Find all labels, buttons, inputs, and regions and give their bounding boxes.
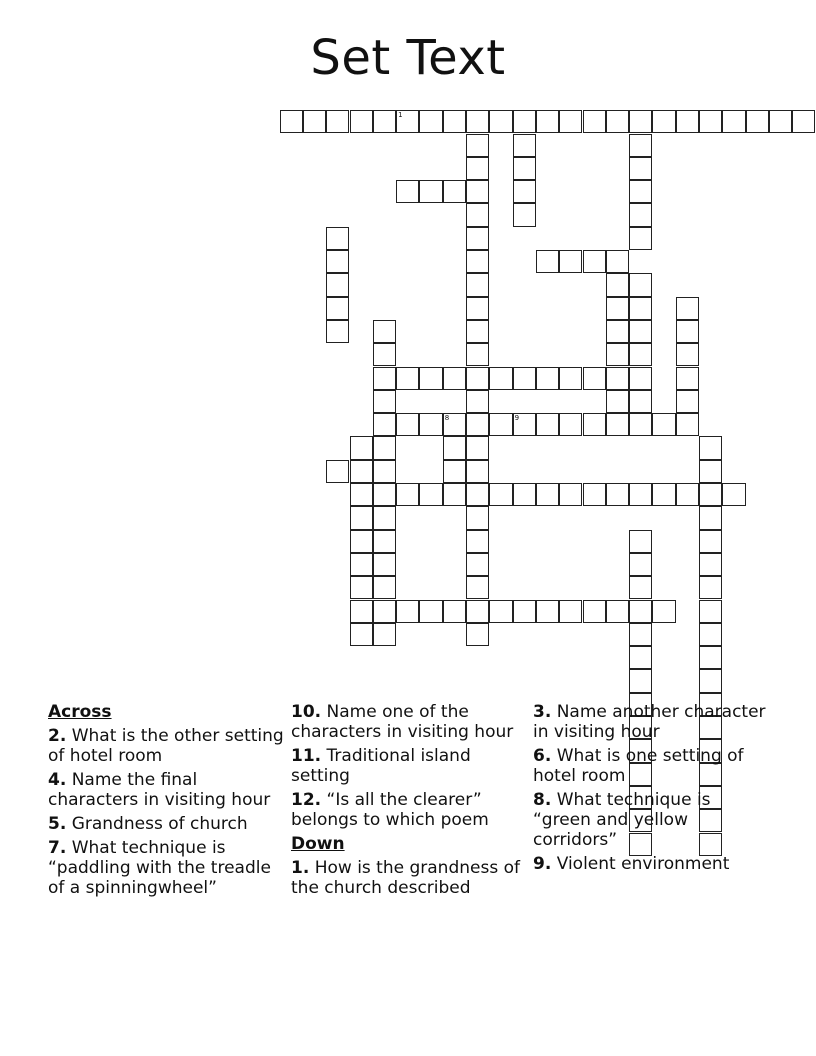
crossword-cell[interactable] <box>466 110 489 133</box>
crossword-cell[interactable] <box>373 320 396 343</box>
crossword-cell[interactable] <box>396 180 419 203</box>
crossword-cell[interactable] <box>350 460 373 483</box>
crossword-cell[interactable] <box>466 436 489 459</box>
crossword-cell[interactable] <box>373 506 396 529</box>
crossword-cell[interactable] <box>513 413 536 436</box>
across-header: Across <box>48 702 112 722</box>
crossword-cell[interactable] <box>373 413 396 436</box>
crossword-cell[interactable] <box>466 180 489 203</box>
crossword-cell[interactable] <box>373 600 396 623</box>
crossword-cell[interactable] <box>629 273 652 296</box>
crossword-cell[interactable] <box>373 576 396 599</box>
crossword-cell[interactable] <box>443 180 466 203</box>
crossword-cell[interactable] <box>443 413 466 436</box>
page-title: Set Text <box>310 30 506 86</box>
crossword-cell[interactable] <box>443 367 466 390</box>
clue-text: What technique is “paddling with the treadle of a spinningwheel” <box>48 838 271 898</box>
crossword-cell[interactable] <box>606 413 629 436</box>
clue-across-11 <box>291 746 527 786</box>
crossword-cell[interactable] <box>629 320 652 343</box>
crossword-cell[interactable] <box>536 367 559 390</box>
crossword-cell[interactable] <box>606 343 629 366</box>
clue-number: 9. <box>533 854 552 874</box>
crossword-cell[interactable] <box>419 367 442 390</box>
crossword-cell[interactable] <box>513 367 536 390</box>
clue-text: What is one setting of hotel room <box>533 746 744 786</box>
clue-number: 6. <box>533 746 552 766</box>
crossword-cell[interactable] <box>326 250 349 273</box>
crossword-cell[interactable] <box>699 483 722 506</box>
crossword-cell[interactable] <box>722 483 745 506</box>
crossword-cell[interactable] <box>583 413 606 436</box>
crossword-cell[interactable] <box>606 250 629 273</box>
crossword-cell[interactable] <box>629 297 652 320</box>
crossword-cell[interactable] <box>466 157 489 180</box>
crossword-cell[interactable] <box>466 250 489 273</box>
crossword-cell[interactable] <box>629 623 652 646</box>
crossword-cell[interactable] <box>652 413 675 436</box>
crossword-cell[interactable] <box>373 390 396 413</box>
crossword-cell[interactable] <box>676 367 699 390</box>
crossword-cell[interactable] <box>559 250 582 273</box>
clue-number: 8. <box>533 790 552 810</box>
crossword-cell[interactable] <box>629 646 652 669</box>
crossword-cell[interactable] <box>676 320 699 343</box>
crossword-cell[interactable] <box>489 600 512 623</box>
clue-across-7 <box>48 838 284 898</box>
crossword-cell[interactable] <box>466 600 489 623</box>
crossword-cell[interactable] <box>466 227 489 250</box>
crossword-cell[interactable] <box>629 553 652 576</box>
cell-number: 8 <box>444 414 450 423</box>
clue-number: 12. <box>291 790 322 810</box>
crossword-cell[interactable] <box>373 110 396 133</box>
crossword-cell[interactable] <box>583 250 606 273</box>
crossword-cell[interactable] <box>652 483 675 506</box>
crossword-cell[interactable] <box>606 320 629 343</box>
crossword-cell[interactable] <box>350 576 373 599</box>
crossword-cell[interactable] <box>489 483 512 506</box>
crossword-cell[interactable] <box>350 623 373 646</box>
crossword-cell[interactable] <box>443 600 466 623</box>
clue-text: Name another character in visiting hour <box>533 702 766 742</box>
clue-text: What is the other setting of hotel room <box>48 726 284 766</box>
clues-column-1 <box>48 702 284 902</box>
crossword-cell[interactable] <box>466 297 489 320</box>
crossword-cell[interactable] <box>466 320 489 343</box>
crossword-cell[interactable] <box>792 110 815 133</box>
clue-text: Traditional island setting <box>291 746 471 786</box>
crossword-cell[interactable] <box>699 110 722 133</box>
crossword-cell[interactable] <box>443 110 466 133</box>
clue-text: “Is all the clearer” belongs to which poem <box>291 790 489 830</box>
crossword-cell[interactable] <box>699 646 722 669</box>
clue-across-4 <box>48 770 284 810</box>
clues-column-2 <box>291 702 527 902</box>
crossword-cell[interactable] <box>350 110 373 133</box>
crossword-cell[interactable] <box>629 669 652 692</box>
crossword-cell[interactable] <box>373 553 396 576</box>
down-header: Down <box>291 834 345 854</box>
crossword-cell[interactable] <box>373 530 396 553</box>
crossword-cell[interactable] <box>466 553 489 576</box>
crossword-cell[interactable] <box>676 297 699 320</box>
crossword-cell[interactable] <box>466 273 489 296</box>
crossword-cell[interactable] <box>606 390 629 413</box>
crossword-cell[interactable] <box>373 343 396 366</box>
crossword-cell[interactable] <box>676 483 699 506</box>
crossword-cell[interactable] <box>513 134 536 157</box>
crossword-cell[interactable] <box>559 110 582 133</box>
crossword-cell[interactable] <box>326 297 349 320</box>
crossword-cell[interactable] <box>699 506 722 529</box>
crossword-cell[interactable] <box>326 110 349 133</box>
crossword-cell[interactable] <box>489 110 512 133</box>
crossword-cell[interactable] <box>373 623 396 646</box>
crossword-cell[interactable] <box>536 483 559 506</box>
clue-number: 7. <box>48 838 67 858</box>
crossword-cell[interactable] <box>373 483 396 506</box>
crossword-cell[interactable] <box>606 273 629 296</box>
crossword-cell[interactable] <box>676 110 699 133</box>
crossword-cell[interactable] <box>746 110 769 133</box>
crossword-cell[interactable] <box>396 413 419 436</box>
clue-down-6 <box>533 746 769 786</box>
crossword-cell[interactable] <box>629 576 652 599</box>
crossword-cell[interactable] <box>699 576 722 599</box>
crossword-cell[interactable] <box>699 436 722 459</box>
crossword-cell[interactable] <box>466 460 489 483</box>
crossword-cell[interactable] <box>606 600 629 623</box>
clue-number: 2. <box>48 726 67 746</box>
clue-across-10 <box>291 702 527 742</box>
crossword-cell[interactable] <box>536 110 559 133</box>
crossword-cell[interactable] <box>629 343 652 366</box>
crossword-cell[interactable] <box>536 413 559 436</box>
clue-text: Grandness of church <box>71 814 248 834</box>
crossword-cell[interactable] <box>606 483 629 506</box>
crossword-cell[interactable] <box>373 460 396 483</box>
crossword-cell[interactable] <box>419 413 442 436</box>
crossword-cell[interactable] <box>419 180 442 203</box>
crossword-cell[interactable] <box>326 460 349 483</box>
crossword-cell[interactable] <box>326 273 349 296</box>
crossword-cell[interactable] <box>699 669 722 692</box>
crossword-cell[interactable] <box>350 483 373 506</box>
clue-number: 1. <box>291 858 310 878</box>
crossword-cell[interactable] <box>350 553 373 576</box>
crossword-cell[interactable] <box>443 436 466 459</box>
crossword-cell[interactable] <box>466 134 489 157</box>
crossword-cell[interactable] <box>443 483 466 506</box>
clues-column-3 <box>533 702 769 878</box>
clue-text: Name one of the characters in visiting hour <box>291 702 514 742</box>
crossword-cell[interactable] <box>466 390 489 413</box>
crossword-cell[interactable] <box>722 110 745 133</box>
crossword-cell[interactable] <box>559 600 582 623</box>
crossword-cell[interactable] <box>466 530 489 553</box>
crossword-cell[interactable] <box>629 110 652 133</box>
cell-number: 9 <box>514 414 520 423</box>
crossword-cell[interactable] <box>513 110 536 133</box>
crossword-cell[interactable] <box>699 553 722 576</box>
crossword-cell[interactable] <box>396 600 419 623</box>
crossword-cell[interactable] <box>350 600 373 623</box>
crossword-cell[interactable] <box>466 506 489 529</box>
crossword-cell[interactable] <box>699 600 722 623</box>
crossword-cell[interactable] <box>513 157 536 180</box>
crossword-cell[interactable] <box>583 110 606 133</box>
crossword-cell[interactable] <box>419 483 442 506</box>
crossword-cell[interactable] <box>466 483 489 506</box>
crossword-cell[interactable] <box>536 600 559 623</box>
clue-across-2 <box>48 726 284 766</box>
crossword-cell[interactable] <box>629 413 652 436</box>
crossword-cell[interactable] <box>769 110 792 133</box>
crossword-cell[interactable] <box>513 180 536 203</box>
crossword-cell[interactable] <box>443 460 466 483</box>
crossword-cell[interactable] <box>513 483 536 506</box>
crossword-cell[interactable] <box>629 203 652 226</box>
crossword-cell[interactable] <box>513 203 536 226</box>
crossword-cell[interactable] <box>326 227 349 250</box>
crossword-cell[interactable] <box>676 390 699 413</box>
crossword-cell[interactable] <box>513 600 536 623</box>
crossword-cell[interactable] <box>396 110 419 133</box>
clue-down-8 <box>533 790 769 850</box>
clue-down-9 <box>533 854 769 874</box>
crossword-cell[interactable] <box>466 343 489 366</box>
clue-number: 10. <box>291 702 322 722</box>
clue-text: Violent environment <box>556 854 730 874</box>
clue-number: 11. <box>291 746 322 766</box>
crossword-cell[interactable] <box>652 600 675 623</box>
crossword-cell[interactable] <box>396 367 419 390</box>
crossword-cell[interactable] <box>466 413 489 436</box>
clue-text: How is the grandness of the church described <box>291 858 520 898</box>
crossword-cell[interactable] <box>536 250 559 273</box>
crossword-cell[interactable] <box>489 413 512 436</box>
crossword-cell[interactable] <box>699 460 722 483</box>
crossword-cell[interactable] <box>583 600 606 623</box>
crossword-cell[interactable] <box>466 203 489 226</box>
crossword-cell[interactable] <box>466 623 489 646</box>
clue-number: 4. <box>48 770 67 790</box>
crossword-cell[interactable] <box>629 180 652 203</box>
crossword-cell[interactable] <box>699 530 722 553</box>
crossword-cell[interactable] <box>606 367 629 390</box>
crossword-cell[interactable] <box>629 367 652 390</box>
clue-text: Name the final characters in visiting hour <box>48 770 271 810</box>
crossword-cell[interactable] <box>419 110 442 133</box>
crossword-cell[interactable] <box>629 390 652 413</box>
crossword-cell[interactable] <box>606 110 629 133</box>
crossword-cell[interactable] <box>699 623 722 646</box>
crossword-cell[interactable] <box>676 343 699 366</box>
crossword-cell[interactable] <box>629 483 652 506</box>
clue-number: 5. <box>48 814 67 834</box>
clue-down-3 <box>533 702 769 742</box>
cell-number: 1 <box>398 111 403 120</box>
crossword-cell[interactable] <box>489 367 512 390</box>
crossword-cell[interactable] <box>350 436 373 459</box>
crossword-cell[interactable] <box>559 413 582 436</box>
crossword-cell[interactable] <box>652 110 675 133</box>
crossword-cell[interactable] <box>629 134 652 157</box>
crossword-cell[interactable] <box>373 367 396 390</box>
clue-across-5 <box>48 814 284 834</box>
crossword-cell[interactable] <box>326 320 349 343</box>
crossword-cell[interactable] <box>466 576 489 599</box>
clue-across-12 <box>291 790 527 830</box>
crossword-cell[interactable] <box>419 600 442 623</box>
crossword-cell[interactable] <box>396 483 419 506</box>
crossword-cell[interactable] <box>629 227 652 250</box>
crossword-cell[interactable] <box>373 436 396 459</box>
crossword-cell[interactable] <box>629 530 652 553</box>
crossword-cell[interactable] <box>629 157 652 180</box>
crossword-cell[interactable] <box>280 110 303 133</box>
clue-down-1 <box>291 858 527 898</box>
crossword-cell[interactable] <box>350 530 373 553</box>
crossword-cell[interactable] <box>583 367 606 390</box>
crossword-cell[interactable] <box>583 483 606 506</box>
crossword-cell[interactable] <box>606 297 629 320</box>
crossword-cell[interactable] <box>466 367 489 390</box>
crossword-cell[interactable] <box>559 483 582 506</box>
crossword-cell[interactable] <box>629 600 652 623</box>
crossword-cell[interactable] <box>303 110 326 133</box>
crossword-cell[interactable] <box>350 506 373 529</box>
clue-text: What technique is “green and yellow corridors” <box>533 790 711 850</box>
crossword-cell[interactable] <box>676 413 699 436</box>
clue-number: 3. <box>533 702 552 722</box>
crossword-cell[interactable] <box>559 367 582 390</box>
